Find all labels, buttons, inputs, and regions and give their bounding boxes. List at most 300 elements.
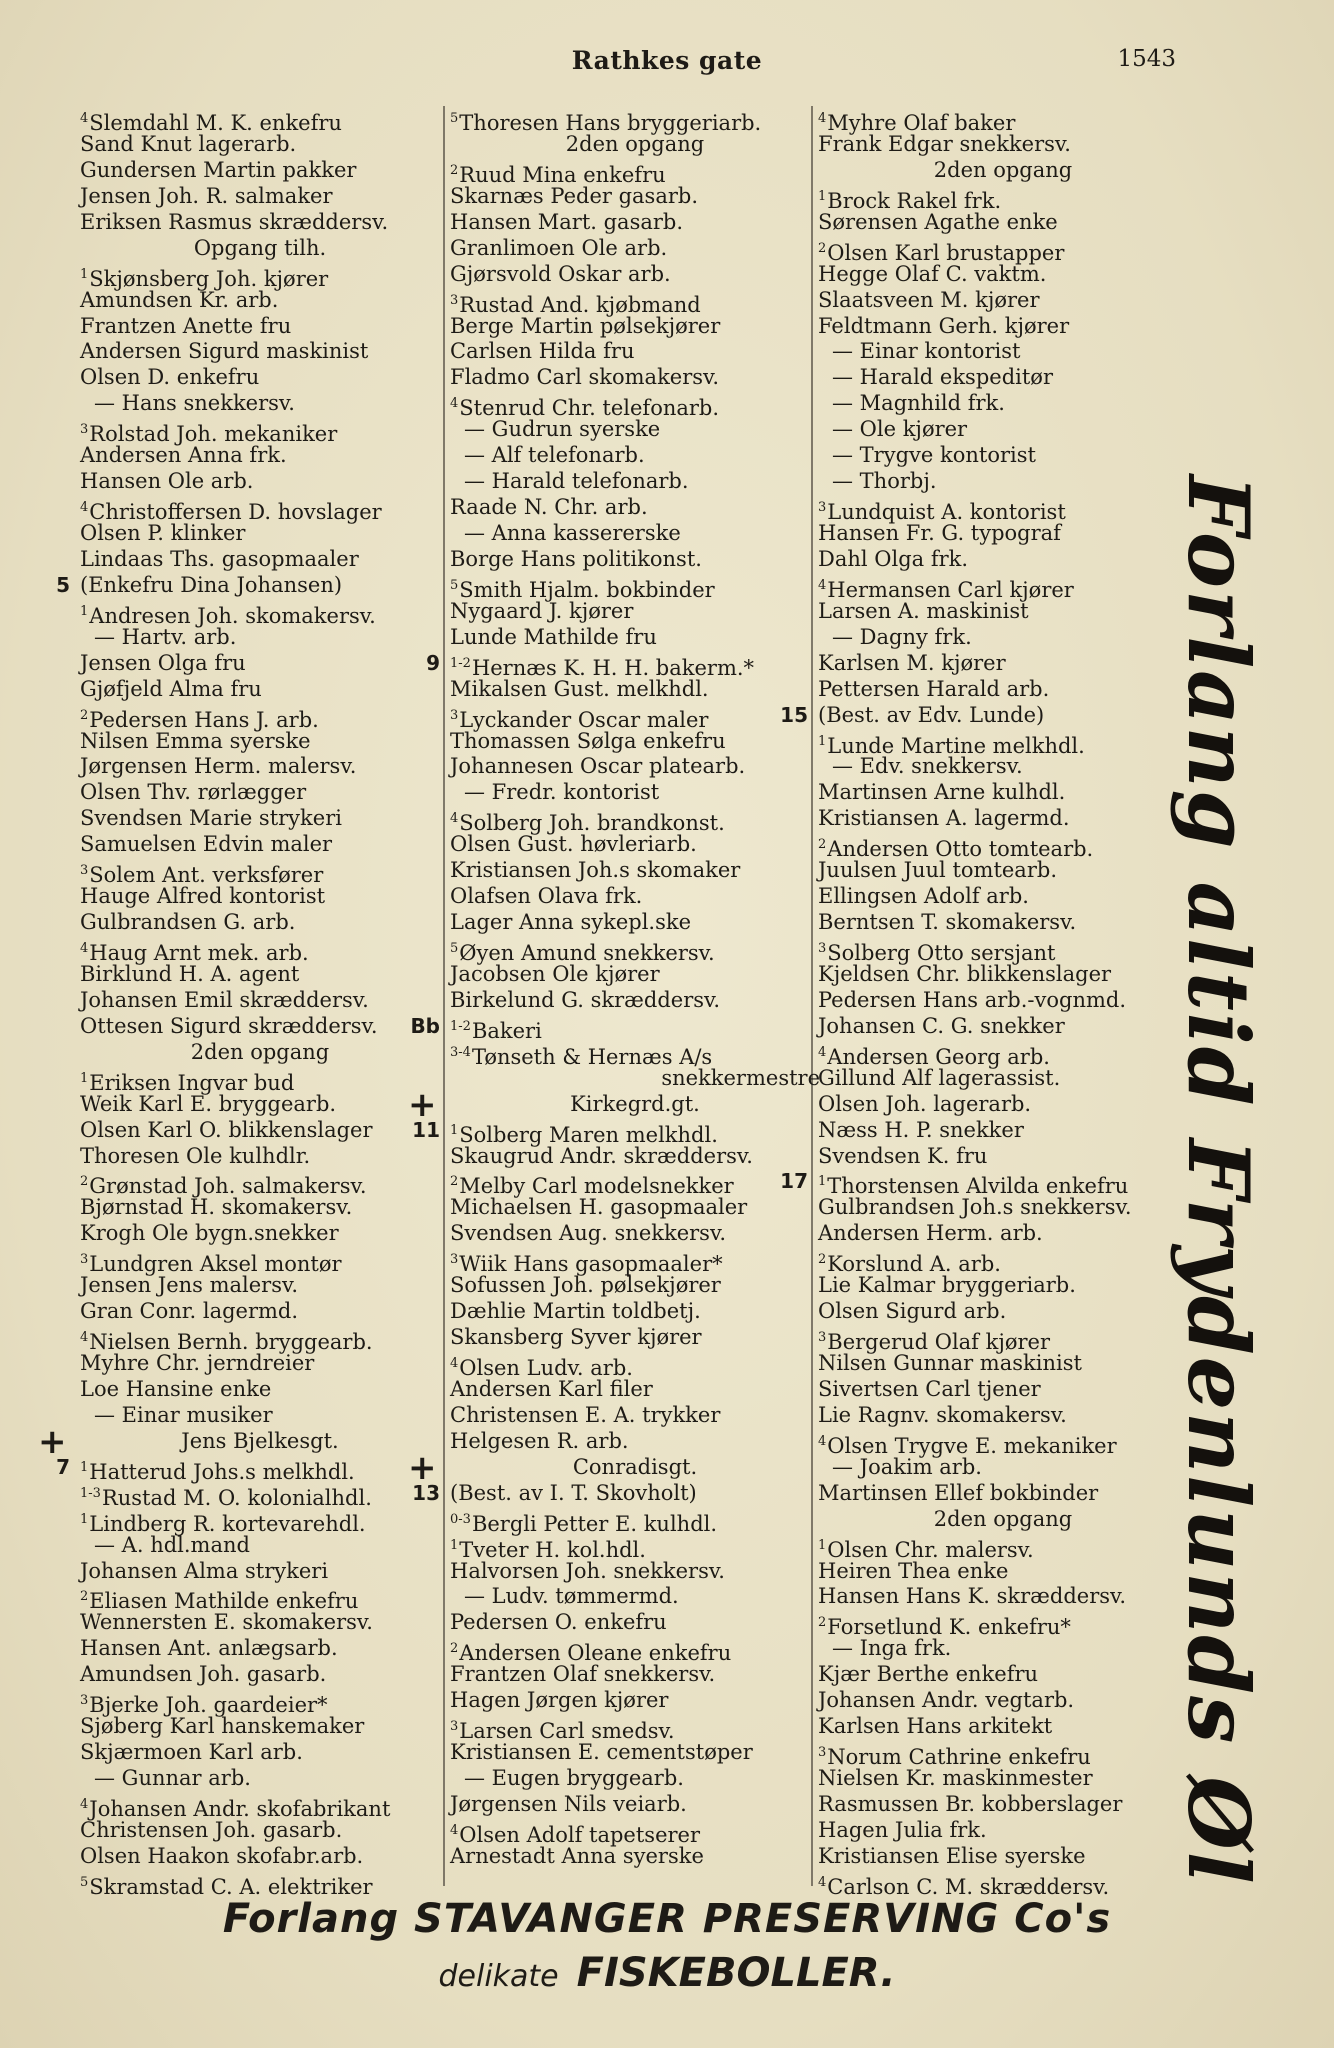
cross-street-icon: + (408, 1447, 437, 1488)
entry-text: Halvorsen Joh. snekkersv. (450, 1558, 725, 1583)
floor-superscript: 1 (818, 188, 827, 204)
entry-text: Ellingsen Adolf arb. (818, 884, 1029, 909)
entry-text: Lie Kalmar bryggeriarb. (818, 1273, 1076, 1298)
directory-entry (450, 1221, 820, 1247)
entry-text: Gillund Alf lagerassist. (818, 1065, 1061, 1090)
directory-entry (818, 1273, 1188, 1299)
entry-text: 2den opgang (933, 1506, 1073, 1531)
directory-entry (818, 1610, 1188, 1640)
directory-entry (80, 391, 440, 417)
entry-text: $^5$Øyen Amund snekkersv. (450, 941, 715, 965)
directory-entry (80, 1014, 440, 1040)
entry-text: Andersen Anna frk. (80, 443, 287, 468)
entry-text: $^4$Carlson C. M. skræddersv. (818, 1874, 1110, 1899)
directory-entry (450, 1844, 820, 1870)
floor-superscript: 1-3 (80, 1485, 101, 1501)
directory-entry (450, 443, 820, 469)
entry-text: Bjørnstad H. skomakersv. (80, 1195, 353, 1220)
entry-text: Olsen Karl O. blikkenslager (80, 1117, 373, 1142)
directory-entry (818, 1688, 1188, 1714)
directory-entry (818, 1714, 1188, 1740)
entry-text: $^1$Olsen Chr. malersv. (818, 1537, 1034, 1562)
directory-entry (80, 677, 440, 703)
directory-entry (818, 1584, 1188, 1610)
floor-superscript: 4 (818, 111, 827, 126)
floor-superscript: 4 (450, 396, 459, 412)
entry-text: Michaelsen H. gasopmaaler (450, 1195, 748, 1220)
entry-text: $^4$Stenrud Chr. telefonarb. (450, 396, 720, 421)
entry-text: Nilsen Gunnar maskinist (818, 1351, 1082, 1375)
entry-text: $^5$Skramstad C. A. elektriker (80, 1874, 373, 1899)
directory-entry (80, 754, 440, 780)
floor-superscript: 5 (450, 941, 459, 956)
entry-text: — Einar musiker (94, 1402, 273, 1427)
entry-text: Ottesen Sigurd skræddersv. (80, 1013, 378, 1038)
directory-entry (450, 158, 820, 187)
directory-entry (818, 962, 1188, 988)
directory-entry (80, 1533, 440, 1559)
entry-text: $^4$Christoffersen D. hovslager (80, 500, 382, 525)
entry-text: $^4$Olsen Adolf tapetserer (450, 1822, 701, 1847)
directory-entry (80, 1610, 440, 1636)
directory-entry (80, 1766, 440, 1792)
directory-entry (450, 703, 820, 732)
entry-text: $^4$Olsen Ludv. arb. (450, 1356, 633, 1380)
directory-entry (450, 288, 820, 317)
entry-text: (Best. av Edv. Lunde) (818, 702, 1045, 727)
entry-text: Skarnæs Peder gasarb. (450, 183, 699, 208)
section-heading (80, 236, 440, 262)
directory-entry (818, 1118, 1188, 1144)
entry-text: $^3$Wiik Hans gasopmaaler* (450, 1252, 723, 1277)
entry-text: Olsen Haakon skofabr.arb. (80, 1843, 364, 1868)
floor-superscript: 3 (80, 1693, 89, 1709)
entry-text: Lager Anna sykepl.ske (450, 910, 692, 935)
floor-superscript: 4 (818, 577, 827, 593)
floor-superscript: 1 (450, 1537, 459, 1553)
entry-text: Martinsen Arne kulhdl. (818, 780, 1066, 805)
entry-text: $^2$Ruud Mina enkefru (450, 162, 666, 187)
entry-text: $^3$Solberg Otto sersjant (818, 941, 1056, 965)
directory-entry (80, 729, 440, 755)
directory-entry (450, 1144, 820, 1170)
directory-entry (80, 599, 440, 628)
entry-text: Opgang tilh. (193, 235, 327, 260)
floor-superscript: 4 (80, 1796, 89, 1812)
entry-text: Pedersen Hans arb.-vognmd. (818, 987, 1127, 1012)
entry-text: Amundsen Kr. arb. (80, 287, 279, 312)
entry-text: — Hartv. arb. (94, 624, 237, 649)
directory-entry (80, 1481, 440, 1510)
entry-text: Andersen Herm. arb. (818, 1221, 1043, 1246)
directory-entry (80, 1559, 440, 1585)
entry-text: Thoresen Ole kulhdlr. (80, 1143, 311, 1168)
directory-entry (450, 1377, 820, 1403)
entry-text: Helgesen R. arb. (450, 1428, 629, 1453)
entry-text: — Einar kontorist (832, 339, 1021, 364)
floor-superscript: 3 (450, 1252, 459, 1268)
entry-text: Svendsen K. fru (818, 1143, 988, 1168)
floor-superscript: 4 (818, 1874, 827, 1890)
entry-text: — Anna kassererske (464, 521, 681, 545)
section-heading (818, 1507, 1188, 1533)
entry-text: Næss H. P. snekker (818, 1117, 1024, 1142)
house-number: 15 (780, 702, 808, 727)
directory-entry (818, 184, 1188, 213)
directory-entry (80, 1818, 440, 1844)
entry-text: $^4$Solberg Joh. brandkonst. (450, 811, 725, 836)
floor-superscript: 4 (450, 811, 459, 827)
house-number: 17 (780, 1169, 808, 1194)
entry-text: $^1$Lunde Martine melkhdl. (818, 733, 1085, 758)
floor-superscript: 3 (818, 941, 827, 956)
directory-entry (818, 1792, 1188, 1818)
cross-street-icon: + (38, 1421, 67, 1462)
floor-superscript: 2 (818, 837, 827, 853)
page-number: 1543 (1117, 46, 1176, 72)
directory-entry (818, 988, 1188, 1014)
entry-text: Larsen A. maskinist (818, 598, 1029, 623)
entry-text: Gundersen Martin pakker (80, 157, 357, 182)
directory-entry (818, 1559, 1188, 1585)
entry-text: $^2$Korslund A. arb. (818, 1252, 1001, 1277)
directory-entry (450, 521, 820, 547)
floor-superscript: 3 (818, 1745, 827, 1761)
directory-entry (450, 1740, 820, 1766)
directory-entry (80, 1084, 440, 1125)
directory-entry (80, 262, 440, 291)
entry-text: $^1$Hatterud Johs.s melkhdl. (80, 1459, 355, 1484)
entry-text: $^3$Rolstad Joh. mekaniker (80, 422, 338, 447)
directory-entry (80, 988, 440, 1014)
section-heading (38, 1421, 440, 1462)
entry-text: Jensen Olga fru (80, 650, 246, 675)
directory-entry (56, 572, 440, 599)
entry-text: $^3$Norum Cathrine enkefru (818, 1745, 1091, 1770)
directory-entry (80, 1792, 440, 1821)
entry-text: Jens Bjelkesgt. (181, 1428, 339, 1453)
directory-entry (818, 365, 1188, 391)
directory-entry (450, 1792, 820, 1818)
directory-column-2 (408, 106, 820, 2048)
floor-superscript: 1 (818, 1174, 827, 1190)
directory-entry (450, 988, 820, 1014)
entry-text: $^1$Andresen Joh. skomakersv. (80, 603, 376, 628)
entry-text: $^2$Melby Carl modelsnekker (450, 1174, 734, 1199)
directory-entry (80, 495, 440, 525)
directory-entry (412, 1117, 820, 1147)
directory-entry (80, 1740, 440, 1766)
floor-superscript: 4 (80, 111, 89, 126)
entry-text: Birklund H. A. agent (80, 961, 300, 986)
entry-text: Karlsen Hans arkitekt (818, 1714, 1053, 1739)
entry-text: $^3$Lundquist A. kontorist (818, 500, 1066, 525)
directory-entry (80, 1299, 440, 1325)
entry-text: Hansen Ant. anlægsarb. (80, 1636, 338, 1661)
entry-text: $^4$Slemdahl M. K. enkefru (80, 111, 342, 135)
entry-text: Jensen Jens malersv. (80, 1273, 299, 1298)
entry-text: — Thorbj. (832, 469, 937, 494)
directory-entry (80, 884, 440, 910)
directory-entry (450, 547, 820, 573)
entry-text: — Ludv. tømmermd. (464, 1584, 679, 1609)
directory-entry (450, 780, 820, 806)
directory-entry (450, 729, 820, 755)
floor-superscript: 2 (818, 1252, 827, 1268)
directory-entry (818, 832, 1188, 862)
entry-text: Gran Conr. lagermd. (80, 1299, 299, 1324)
floor-superscript: 1 (450, 1122, 459, 1138)
directory-entry (450, 806, 820, 836)
directory-entry (818, 858, 1188, 884)
section-heading (408, 1447, 820, 1488)
entry-text: Jacobsen Ole kjører (450, 961, 660, 986)
entry-text: Hansen Hans K. skræddersv. (818, 1584, 1127, 1609)
directory-entry (818, 1144, 1188, 1170)
directory-entry (410, 1013, 820, 1043)
entry-text: Kirkegrd.gt. (570, 1091, 700, 1116)
directory-entry (818, 1066, 1188, 1092)
entry-text: Wennersten E. skomakersv. (80, 1610, 373, 1635)
entry-text: $^{1-3}$Rustad M. O. kolonialhdl. (80, 1485, 372, 1510)
directory-entry (80, 625, 440, 651)
entry-text: — Dagny frk. (832, 624, 972, 649)
entry-text: Borge Hans politikonst. (450, 546, 702, 571)
entry-text: $^2$Andersen Otto tomtearb. (818, 837, 1094, 862)
entry-text: $^4$Nielsen Bernh. bryggearb. (80, 1330, 373, 1355)
entry-text: Pettersen Harald arb. (818, 676, 1050, 701)
directory-entry (818, 677, 1188, 703)
directory-entry (450, 1247, 820, 1277)
entry-text: — Joakim arb. (832, 1454, 982, 1479)
entry-text: $^{3-4}$Tønseth & Hernæs A/s (450, 1044, 713, 1069)
floor-superscript: 1 (80, 266, 89, 282)
directory-entry (818, 1533, 1188, 1562)
entry-text: $^1$Skjønsberg Joh. kjører (80, 266, 329, 291)
directory-entry (80, 339, 440, 365)
floor-superscript: 4 (80, 941, 89, 956)
entry-text: $^3$Larsen Carl smedsv. (450, 1719, 675, 1744)
vertical-advertisement: Forlang altid Frydenlunds Øl (1169, 475, 1268, 1886)
directory-entry (818, 1195, 1188, 1221)
entry-text: (Best. av I. T. Skovholt) (450, 1480, 697, 1505)
entry-text: Jørgensen Nils veiarb. (450, 1791, 687, 1816)
entry-text: — Trygve kontorist (832, 443, 1036, 468)
entry-text: Kristiansen E. cementstøper (450, 1740, 753, 1765)
entry-text: $^3$Lyckander Oscar maler (450, 707, 709, 732)
directory-entry (818, 339, 1188, 365)
entry-text: 2den opgang (190, 1039, 330, 1064)
entry-text: Weik Karl E. bryggearb. (80, 1091, 337, 1116)
entry-text: Karlsen M. kjører (818, 650, 1006, 675)
directory-entry (56, 1447, 440, 1488)
directory-entry (450, 1584, 820, 1610)
directory-entry (450, 1403, 820, 1429)
directory-entry (818, 754, 1188, 780)
directory-entry (450, 210, 820, 236)
floor-superscript: 2 (450, 1174, 459, 1190)
entry-text: Sivertsen Carl tjener (818, 1376, 1041, 1401)
entry-text: (Enkefru Dina Johansen) (80, 572, 343, 597)
directory-entry (450, 1273, 820, 1299)
directory-entry (80, 1844, 440, 1870)
cross-street-icon: + (408, 1084, 437, 1125)
directory-entry (818, 573, 1188, 602)
directory-entry (80, 1273, 440, 1299)
directory-entry (450, 573, 820, 602)
page-title: Rathkes gate (571, 46, 763, 75)
entry-text: $^1$Eriksen Ingvar bud (80, 1070, 295, 1095)
entry-text: $^4$Johansen Andr. skofabrikant (80, 1796, 391, 1821)
directory-entry (450, 1325, 820, 1351)
floor-superscript: 1 (80, 1511, 89, 1527)
entry-text: Amundsen Joh. gasarb. (80, 1662, 327, 1687)
entry-text: Nilsen Emma syerske (80, 728, 311, 753)
floor-superscript: 3 (450, 707, 459, 723)
entry-text: 2den opgang (565, 131, 705, 156)
entry-text: Johannesen Oscar platearb. (450, 754, 746, 779)
floor-superscript: 2 (450, 162, 459, 178)
entry-text: $^2$Forsetlund K. enkefru* (818, 1615, 1071, 1640)
entry-text: — Magnhild frk. (832, 391, 1005, 416)
entry-text: Lunde Mathilde fru (450, 624, 657, 649)
directory-entry (818, 729, 1188, 758)
entry-text: Gulbrandsen Joh.s snekkersv. (818, 1195, 1132, 1220)
directory-entry (818, 391, 1188, 417)
directory-entry (450, 1429, 820, 1455)
directory-entry (818, 780, 1188, 806)
directory-entry (80, 521, 440, 547)
directory-entry (818, 1481, 1188, 1507)
entry-text: $^{1-2}$Bakeri (450, 1018, 542, 1043)
entry-text: — A. hdl.mand (94, 1532, 250, 1557)
directory-entry (80, 1066, 440, 1095)
directory-entry (450, 1636, 820, 1666)
entry-text: $^1$Lindberg R. kortevarehdl. (80, 1511, 366, 1536)
entry-text: — Alf telefonarb. (464, 443, 645, 468)
directory-entry (450, 262, 820, 288)
directory-entry (818, 625, 1188, 651)
entry-text: Olsen D. enkefru (80, 365, 260, 390)
entry-text: Olsen P. klinker (80, 521, 246, 545)
entry-text: $^{1-2}$Hernæs K. H. H. bakerm.* (450, 655, 755, 680)
entry-text: Christensen E. A. trykker (450, 1402, 721, 1427)
entry-text: Johansen Emil skræddersv. (80, 987, 369, 1012)
directory-entry (80, 365, 440, 391)
directory-entry (818, 132, 1188, 158)
directory-entry (818, 1221, 1188, 1247)
directory-entry (818, 1377, 1188, 1403)
entry-text: Olsen Thv. rørlægger (80, 780, 307, 805)
floor-superscript: 2 (80, 707, 89, 723)
entry-text: $^1$Brock Rakel frk. (818, 188, 1002, 213)
entry-text: $^1$Thorstensen Alvilda enkefru (818, 1174, 1129, 1199)
entry-text: — Eugen bryggearb. (464, 1766, 684, 1790)
directory-entry (450, 339, 820, 365)
directory-entry (450, 1766, 820, 1792)
entry-text: Dahl Olga frk. (818, 546, 969, 571)
floor-superscript: 3 (80, 1252, 89, 1268)
directory-entry (80, 1144, 440, 1170)
entry-text: Carlsen Hilda fru (450, 339, 635, 364)
entry-text: Kristiansen Joh.s skomaker (450, 858, 741, 883)
directory-entry (450, 391, 820, 421)
directory-entry (818, 1247, 1188, 1277)
directory-entry (80, 184, 440, 210)
directory-entry (450, 495, 820, 521)
entry-text: Johansen Alma strykeri (80, 1558, 329, 1583)
directory-entry (80, 1169, 440, 1199)
entry-text: — Gudrun syerske (464, 417, 661, 442)
entry-text: Berntsen T. skomakersv. (818, 910, 1077, 935)
directory-entry (818, 521, 1188, 547)
directory-entry (450, 832, 820, 858)
entry-text: $^3$Solem Ant. verksfører (80, 863, 324, 888)
floor-superscript: 1 (80, 1070, 89, 1086)
section-heading (408, 1084, 820, 1125)
entry-text: Olafsen Olava frk. (450, 884, 643, 909)
directory-entry (818, 236, 1188, 265)
house-number: 5 (56, 572, 70, 597)
directory-entry (818, 469, 1188, 495)
entry-text: Heiren Thea enke (818, 1558, 1009, 1583)
directory-entry (450, 677, 820, 703)
directory-entry (80, 288, 440, 314)
entry-text: Feldtmann Gerh. kjører (818, 313, 1070, 338)
entry-text: $^1$Tveter H. kol.hdl. (450, 1537, 646, 1562)
directory-column-1 (38, 106, 440, 2048)
entry-text: $^5$Thoresen Hans bryggeriarb. (450, 111, 762, 135)
floor-superscript: 4 (450, 1822, 459, 1838)
directory-entry (80, 1584, 440, 1614)
floor-superscript: 5 (450, 111, 459, 126)
directory-entry (818, 1870, 1188, 1899)
floor-superscript: 3 (450, 1719, 459, 1735)
directory-entry (80, 651, 440, 677)
directory-entry (818, 1299, 1188, 1325)
entry-text: — Fredr. kontorist (464, 780, 660, 805)
directory-entry (450, 1818, 820, 1847)
entry-text: Andersen Karl filer (450, 1376, 653, 1401)
bottom-advertisement-line-1: Forlang STAVANGER PRESERVING Co's (222, 1896, 1112, 1942)
directory-entry (818, 884, 1188, 910)
directory-entry (818, 1766, 1188, 1792)
floor-superscript: 1 (80, 603, 89, 619)
directory-entry (780, 702, 1188, 729)
directory-entry (818, 806, 1188, 832)
directory-entry (818, 547, 1188, 573)
directory-entry (80, 936, 440, 965)
directory-entry (80, 806, 440, 832)
entry-text: $^4$Myhre Olaf baker (818, 111, 1016, 135)
entry-text: Hagen Jørgen kjører (450, 1688, 669, 1713)
entry-text: Gjøfjeld Alma fru (80, 676, 262, 701)
entry-text: Hansen Ole arb. (80, 469, 254, 494)
floor-superscript: 2 (818, 1615, 827, 1631)
directory-entry (450, 236, 820, 262)
floor-superscript: 1 (818, 733, 827, 749)
entry-text: Gjørsvold Oskar arb. (450, 261, 671, 286)
directory-entry (818, 417, 1188, 443)
floor-superscript: 5 (450, 577, 459, 593)
entry-text: Kristiansen Elise syerske (818, 1843, 1086, 1868)
directory-entry (450, 1610, 820, 1636)
floor-superscript: 2 (818, 240, 827, 256)
directory-entry (450, 754, 820, 780)
directory-entry (80, 469, 440, 495)
entry-text: Lindaas Ths. gasopmaaler (80, 546, 359, 571)
directory-entry (818, 1351, 1188, 1377)
